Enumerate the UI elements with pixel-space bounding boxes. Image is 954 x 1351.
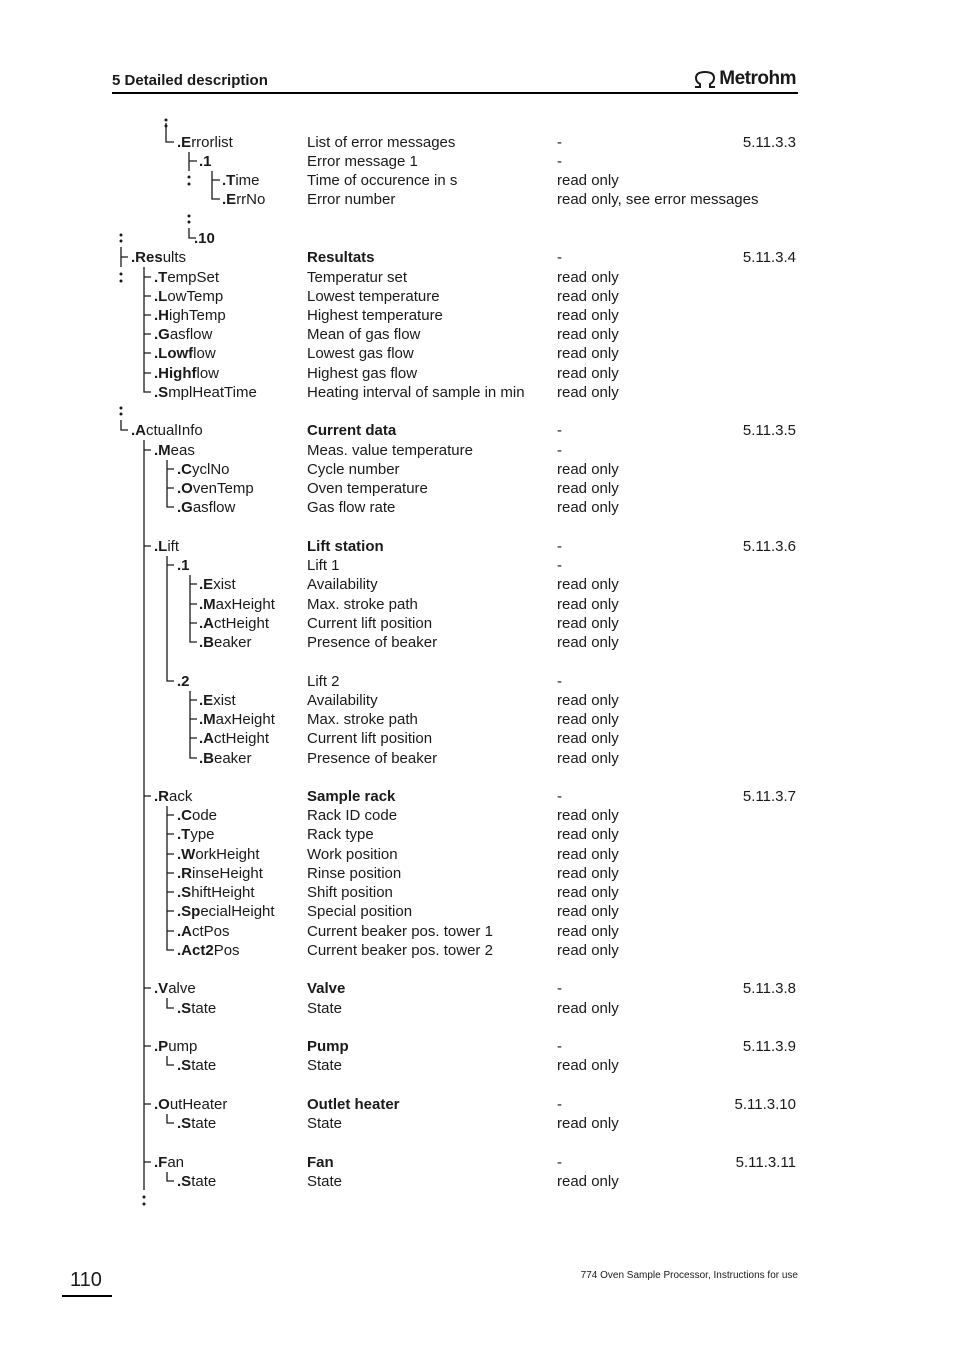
parameter-name: .ActHeight	[199, 615, 270, 632]
parameter-name: .RinseHeight	[177, 865, 263, 882]
section-reference: 5.11.3.7	[742, 788, 796, 805]
parameter-access: read only	[557, 576, 619, 593]
table-row	[0, 883, 954, 902]
parameter-name: .Valve	[154, 980, 196, 997]
table-row	[0, 248, 954, 267]
table-row	[0, 498, 954, 517]
table-row	[0, 749, 954, 768]
table-row	[0, 556, 954, 575]
brand-name: Metrohm	[719, 68, 796, 89]
parameter-description: Presence of beaker	[307, 750, 438, 767]
parameter-name: .CyclNo	[177, 461, 230, 478]
footer-rule	[62, 1295, 112, 1297]
parameter-description: Sample rack	[307, 788, 396, 805]
table-row	[0, 864, 954, 883]
parameter-name: .10	[194, 230, 215, 247]
table-row	[0, 710, 954, 729]
parameter-description: Current lift position	[307, 615, 433, 632]
parameter-description: Error number	[307, 191, 396, 208]
table-row	[0, 383, 954, 402]
parameter-access: read only	[557, 865, 619, 882]
parameter-access: read only	[557, 1115, 619, 1132]
parameter-access: read only	[557, 499, 619, 516]
parameter-access: read only	[557, 307, 619, 324]
parameter-name: .ActualInfo	[131, 422, 203, 439]
parameter-access: read only	[557, 461, 619, 478]
parameter-description: Fan	[307, 1154, 334, 1171]
table-row	[0, 479, 954, 498]
table-row	[0, 1037, 954, 1056]
parameter-name: .Highflow	[154, 365, 220, 382]
parameter-name: .2	[177, 673, 190, 690]
parameter-description: Lowest gas flow	[307, 345, 414, 362]
section-reference: 5.11.3.5	[742, 422, 796, 439]
parameter-description: Current beaker pos. tower 1	[307, 923, 493, 940]
table-row	[0, 902, 954, 921]
parameter-access: read only	[557, 384, 619, 401]
parameter-description: Rinse position	[307, 865, 402, 882]
table-row	[0, 614, 954, 633]
parameter-access: -	[557, 1154, 562, 1171]
parameter-description: State	[307, 1000, 343, 1017]
parameter-access: -	[557, 1096, 562, 1113]
table-row	[0, 1172, 954, 1191]
parameter-description: Lift station	[307, 538, 384, 555]
parameter-description: Resultats	[307, 249, 375, 266]
parameter-name: .Lift	[154, 538, 180, 555]
parameter-name: .State	[177, 1115, 217, 1132]
parameter-name: .Beaker	[199, 634, 252, 651]
parameter-name: .1	[199, 153, 212, 170]
table-row	[0, 171, 954, 190]
parameter-access: read only	[557, 826, 619, 843]
parameter-access: read only	[557, 884, 619, 901]
table-row	[0, 825, 954, 844]
parameter-access: -	[557, 442, 562, 459]
parameter-access: -	[557, 153, 562, 170]
parameter-name: .Code	[177, 807, 218, 824]
parameter-name: .LowTemp	[154, 288, 224, 305]
parameter-description: Current data	[307, 422, 397, 439]
table-row	[0, 287, 954, 306]
parameter-access: read only	[557, 807, 619, 824]
parameter-name: .Exist	[199, 576, 236, 593]
parameter-name: .Lowflow	[154, 345, 216, 362]
parameter-access: -	[557, 557, 562, 574]
parameter-name: .Results	[131, 249, 187, 266]
parameter-access: read only	[557, 711, 619, 728]
parameter-description: State	[307, 1115, 343, 1132]
parameter-description: Outlet heater	[307, 1096, 400, 1113]
section-reference: 5.11.3.6	[742, 538, 796, 555]
parameter-name: .State	[177, 1173, 217, 1190]
parameter-description: Temperatur set	[307, 269, 408, 286]
table-row	[0, 306, 954, 325]
table-row	[0, 229, 954, 248]
table-row	[0, 1095, 954, 1114]
parameter-access: read only	[557, 172, 619, 189]
parameter-name: .SpecialHeight	[177, 903, 275, 920]
parameter-description: Availability	[307, 692, 378, 709]
parameter-access: read only	[557, 615, 619, 632]
parameter-name: .Rack	[154, 788, 193, 805]
section-reference: 5.11.3.8	[742, 980, 796, 997]
parameter-name: .ActPos	[177, 923, 230, 940]
parameter-description: Error message 1	[307, 153, 418, 170]
section-reference: 5.11.3.3	[742, 134, 796, 151]
parameter-name: .Act2Pos	[177, 942, 240, 959]
parameter-description: State	[307, 1057, 343, 1074]
parameter-name: .1	[177, 557, 190, 574]
table-row	[0, 268, 954, 287]
table-row	[0, 1114, 954, 1133]
parameter-description: State	[307, 1173, 343, 1190]
table-row	[0, 787, 954, 806]
table-row	[0, 441, 954, 460]
parameter-description: Lift 2	[307, 673, 340, 690]
parameter-name: .Errorlist	[177, 134, 233, 151]
parameter-name: .Time	[222, 172, 260, 189]
section-reference: 5.11.3.10	[734, 1096, 796, 1113]
section-reference: 5.11.3.11	[735, 1154, 796, 1171]
parameter-description: Current beaker pos. tower 2	[307, 942, 493, 959]
parameter-name: .SmplHeatTime	[154, 384, 257, 401]
parameter-access: -	[557, 134, 562, 151]
table-row	[0, 537, 954, 556]
parameter-description: Cycle number	[307, 461, 400, 478]
parameter-access: read only	[557, 1173, 619, 1190]
parameter-name: .Exist	[199, 692, 236, 709]
table-row	[0, 806, 954, 825]
page-number: 110	[70, 1269, 102, 1291]
parameter-description: Meas. value temperature	[307, 442, 473, 459]
parameter-name: .Gasflow	[154, 326, 213, 343]
parameter-access: read only	[557, 846, 619, 863]
parameter-access: read only	[557, 730, 619, 747]
parameter-description: Gas flow rate	[307, 499, 396, 516]
parameter-name: .Meas	[154, 442, 195, 459]
parameter-description: Max. stroke path	[307, 711, 418, 728]
table-row	[0, 672, 954, 691]
parameter-name: .ActHeight	[199, 730, 270, 747]
parameter-description: Special position	[307, 903, 413, 920]
parameter-description: Rack type	[307, 826, 374, 843]
parameter-access: read only	[557, 365, 619, 382]
parameter-name: .Pump	[154, 1038, 198, 1055]
parameter-description: Rack ID code	[307, 807, 398, 824]
document-title: 774 Oven Sample Processor, Instructions for use	[580, 1270, 798, 1281]
parameter-description: List of error messages	[307, 134, 456, 151]
parameter-name: .MaxHeight	[199, 711, 275, 728]
table-row	[0, 1153, 954, 1172]
table-row	[0, 922, 954, 941]
parameter-description: Highest temperature	[307, 307, 443, 324]
parameter-description: Heating interval of sample in min	[307, 384, 525, 401]
parameter-description: Max. stroke path	[307, 596, 418, 613]
parameter-access: read only	[557, 1057, 619, 1074]
parameter-name: .ErrNo	[222, 191, 266, 208]
parameter-name: .State	[177, 1057, 217, 1074]
parameter-description: Shift position	[307, 884, 393, 901]
parameter-description: Lift 1	[307, 557, 340, 574]
parameter-access: read only	[557, 942, 619, 959]
parameter-access: read only	[557, 1000, 619, 1017]
parameter-description: Oven temperature	[307, 480, 428, 497]
table-row	[0, 575, 954, 594]
parameter-name: .Gasflow	[177, 499, 236, 516]
table-row	[0, 941, 954, 960]
table-row	[0, 152, 954, 171]
parameter-name: .HighTemp	[154, 307, 226, 324]
parameter-name: .Type	[177, 826, 215, 843]
parameter-access: read only, see error messages	[557, 191, 759, 208]
parameter-access: -	[557, 673, 562, 690]
table-row	[0, 633, 954, 652]
parameter-description: Pump	[307, 1038, 349, 1055]
parameter-access: read only	[557, 326, 619, 343]
table-row	[0, 133, 954, 152]
section-title: 5 Detailed description	[112, 72, 268, 89]
parameter-access: read only	[557, 750, 619, 767]
parameter-name: .State	[177, 1000, 217, 1017]
parameter-access: read only	[557, 480, 619, 497]
parameter-access: -	[557, 422, 562, 439]
parameter-access: -	[557, 249, 562, 266]
parameter-access: read only	[557, 269, 619, 286]
parameter-access: read only	[557, 903, 619, 920]
parameter-access: -	[557, 538, 562, 555]
parameter-access: -	[557, 1038, 562, 1055]
table-row	[0, 979, 954, 998]
table-row	[0, 421, 954, 440]
parameter-access: read only	[557, 345, 619, 362]
parameter-name: .OvenTemp	[177, 480, 254, 497]
table-row	[0, 691, 954, 710]
parameter-access: read only	[557, 692, 619, 709]
table-row	[0, 1056, 954, 1075]
parameter-access: read only	[557, 923, 619, 940]
parameter-description: Highest gas flow	[307, 365, 418, 382]
table-row	[0, 325, 954, 344]
parameter-description: Mean of gas flow	[307, 326, 421, 343]
table-row	[0, 729, 954, 748]
table-row	[0, 845, 954, 864]
page-footer	[62, 1265, 798, 1305]
parameter-access: read only	[557, 596, 619, 613]
parameter-access: -	[557, 788, 562, 805]
parameter-description: Current lift position	[307, 730, 433, 747]
table-row	[0, 999, 954, 1018]
parameter-description: Work position	[307, 846, 398, 863]
table-row	[0, 344, 954, 363]
table-row	[0, 595, 954, 614]
section-reference: 5.11.3.4	[742, 249, 796, 266]
parameter-access: read only	[557, 288, 619, 305]
parameter-name: .Beaker	[199, 750, 252, 767]
parameter-name: .WorkHeight	[177, 846, 260, 863]
parameter-name: .OutHeater	[154, 1096, 228, 1113]
section-reference: 5.11.3.9	[742, 1038, 796, 1055]
parameter-name: .TempSet	[154, 269, 220, 286]
parameter-access: -	[557, 980, 562, 997]
table-row	[0, 364, 954, 383]
parameter-description: Lowest temperature	[307, 288, 440, 305]
parameter-name: .MaxHeight	[199, 596, 275, 613]
parameter-name: .Fan	[154, 1154, 185, 1171]
table-row	[0, 460, 954, 479]
parameter-access: read only	[557, 634, 619, 651]
parameter-description: Presence of beaker	[307, 634, 438, 651]
table-row	[0, 190, 954, 209]
parameter-description: Valve	[307, 980, 346, 997]
parameter-description: Time of occurence in s	[307, 172, 458, 189]
parameter-name: .ShiftHeight	[177, 884, 255, 901]
parameter-description: Availability	[307, 576, 378, 593]
